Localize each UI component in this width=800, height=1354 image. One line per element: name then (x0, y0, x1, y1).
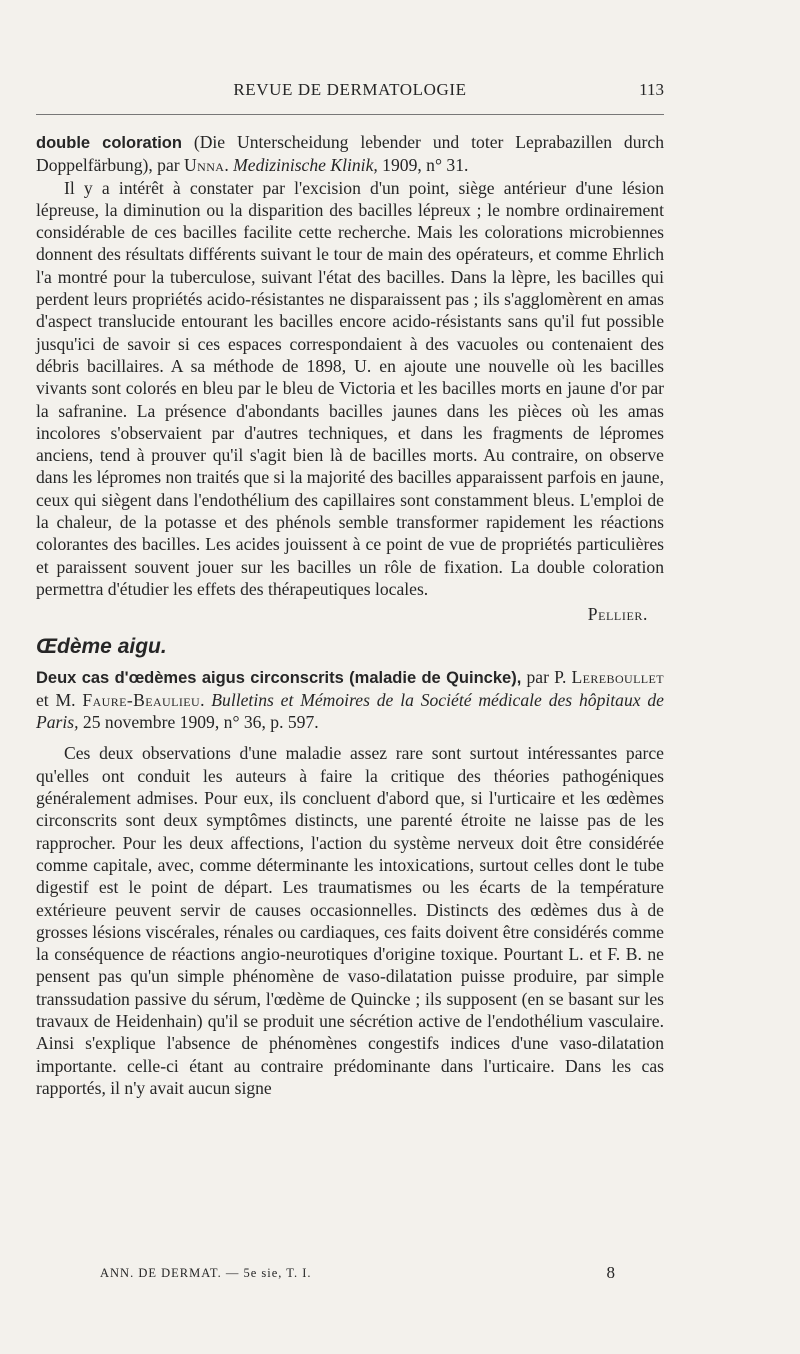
article-2-author-1: Lereboullet (571, 666, 664, 687)
article-1-body: Il y a intérêt à constater par l'excision d'un point, siège antérieur d'une lésion lépreuse, la diminution ou la disparition des bacilles lépreux ; le nombre ordinairement considérable de ces bacilles facilite cette recherche. Mais les colorations microbiennes donnent des résultats différents suivant le tour de main des opérateurs, et comme Ehrlich l'a montré pour la tuberculose, suivant l'état des bacilles. Dans la lèpre, les bacilles qui perdent leurs propriétés acido-résistantes ne disparaissent pas ; ils s'agglomèrent en amas d'aspect translucide entourant les bacilles encore acido-résistants sans qu'il fut possible jusqu'ici de savoir si ces espaces correspondaient à des vacuoles ou contenaient des débris bacillaires. A sa méthode de 1898, U. en ajoute une nouvelle où les bacilles vivants sont colorés en bleu par le bleu de Victoria et les bacilles morts en jaune d'or par la safranine. La présence d'abondants bacilles jaunes dans les pièces où les amas incolores s'observaient par d'autres techniques, et dans les fragments de lépromes anciens, tend à prouver qu'il s'agit bien là de bacilles morts. Au contraire, on observe dans les lépromes non traités que si la majorité des bacilles apparaissent parfois en jaune, ceux qui siègent dans l'endothélium des capillaires sont constamment bleus. L'emploi de la chaleur, de la potasse et des phénols semble transformer rapidement les réactions colorantes des bacilles. Les acides jouissent à ce point de vue de propriétés particulières et paraissent souvent jouer sur les bacilles un rôle de fixation. La double coloration permettra d'étudier les effets des thérapeutiques locales. (36, 177, 664, 599)
article-1-reference (36, 131, 664, 177)
article-2-par: par P. (521, 666, 572, 687)
article-2-citation: 25 novembre 1909, n° 36, p. 597. (78, 712, 319, 733)
article-1-title: double coloration (36, 134, 182, 152)
article-2-body: Ces deux observations d'une maladie assez rare sont surtout intéressantes parce qu'elles ont conduit les auteurs à faire la critique des théories pathogéniques généralement admises. Pour eux, ils concluent d'abord que, si l'urticaire et les œdèmes circonscrits sont deux symptômes distincts, une parenté étroite ne laisse pas de les rapprocher. Pour les deux affections, l'action du système nerveux doit être considérée comme capitale, avec, comme déterminante les intoxications, surtout celles dont le tube digestif est le point de départ. Les traumatismes ou les écarts de la température extérieure peuvent servir de causes occasionnelles. Distincts des œdèmes dus à de grosses lésions viscérales, rénales ou cardiaques, ces faits doivent être considérés comme la conséquence de réactions angio-neurotiques d'origine toxique. Pourtant L. et F. B. ne pensent pas qu'un simple phénomène de vaso-dilatation puisse produire, par simple transsudation passive du sérum, l'œdème de Quincke ; ils supposent (en se basant sur les travaux de Heidenhain) qu'il se produit une sécrétion active de l'endothélium vasculaire. Ainsi s'explique l'absence de phénomènes congestifs indices d'une vaso-dilatation importante. celle-ci étant au contraire prédominante dans l'urticaire. Dans les cas rapportés, il n'y avait aucun signe (36, 743, 664, 1098)
article-2-title: Deux cas d'œdèmes aigus circonscrits (maladie de Quincke), (36, 668, 522, 687)
article-1-journal: Medizinische Klinik, (233, 155, 378, 176)
article-1-signature: Pellier. (587, 604, 648, 625)
footer-signature-mark: 8 (606, 1263, 615, 1282)
running-head (36, 80, 664, 104)
article-1-citation: 1909, n° 31. (377, 155, 469, 176)
paragraph-gap (36, 733, 664, 742)
page-number: 113 (639, 80, 664, 99)
article-2-author-2: Faure-Beaulieu (82, 689, 201, 710)
article-1-author: Unna (184, 155, 225, 176)
article-1-sep: . (224, 155, 234, 176)
body-text (36, 131, 664, 1099)
article-2-and: et M. (36, 689, 83, 710)
section-heading: Œdème aigu. (36, 634, 167, 658)
running-title: REVUE DE DERMATOLOGIE (233, 80, 467, 99)
article-2-journal: Bulletins et Mémoires de la Société médicale des hôpitaux de Paris, (36, 689, 664, 733)
article-2-sep: . (200, 689, 212, 710)
signature-footer (100, 1263, 615, 1288)
header-rule (36, 114, 664, 115)
article-2-reference (36, 666, 664, 734)
article-1-title-rest: (Die Unterscheidung lebender und toter Leprabazillen durch Doppelfärbung), par (36, 132, 664, 176)
footer-signature-text: ANN. DE DERMAT. — 5e sie, T. I. (100, 1266, 312, 1280)
